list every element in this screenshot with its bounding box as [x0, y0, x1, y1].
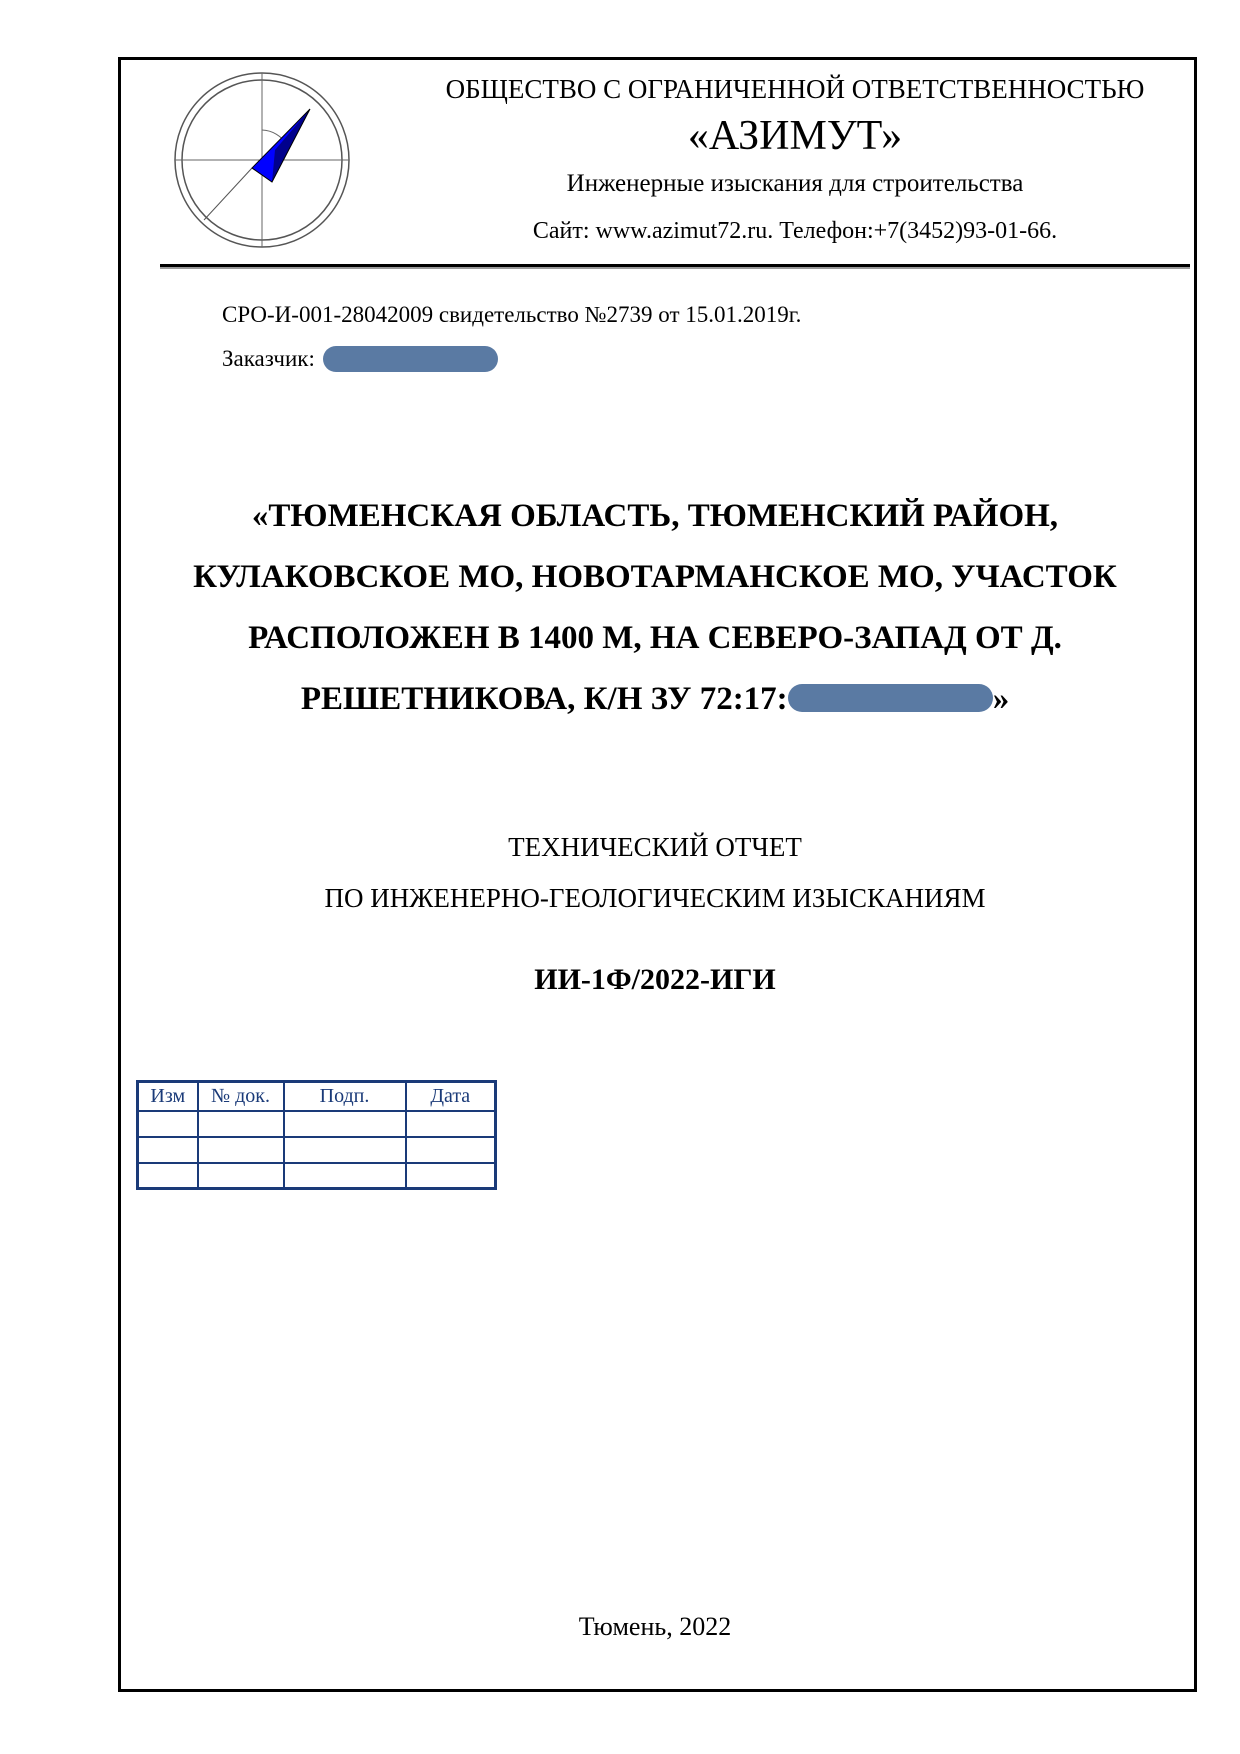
- object-title-line-2: КУЛАКОВСКОЕ МО, НОВОТАРМАНСКОЕ МО, УЧАСТОК: [193, 559, 1117, 595]
- customer-line: [222, 346, 498, 374]
- company-name-short: «АЗИМУТ»: [687, 113, 903, 159]
- customer-redaction: [323, 346, 498, 372]
- revision-header-podp: Подп.: [284, 1082, 406, 1111]
- table-row: [138, 1163, 496, 1189]
- table-row: [138, 1137, 496, 1163]
- table-cell: [284, 1137, 406, 1163]
- report-type-line-1: ТЕХНИЧЕСКИЙ ОТЧЕТ: [508, 832, 802, 862]
- table-cell: [406, 1163, 496, 1189]
- sro-certificate: СРО-И-001-28042009 свидетельство №2739 от 15.01.2019г.: [222, 302, 802, 327]
- table-cell: [406, 1137, 496, 1163]
- revision-header-izm: Изм: [138, 1082, 198, 1111]
- table-row: [138, 1111, 496, 1137]
- revision-header-data: Дата: [406, 1082, 496, 1111]
- company-activity: Инженерные изыскания для строительства: [566, 170, 1024, 197]
- object-title-line-4: [150, 669, 1160, 730]
- revision-table: [136, 1080, 497, 1190]
- table-cell: [284, 1111, 406, 1137]
- table-cell: [138, 1137, 198, 1163]
- table-cell: [284, 1163, 406, 1189]
- object-title-line-4-start: РЕШЕТНИКОВА, К/Н ЗУ 72:17:: [300, 681, 788, 717]
- cadastral-number-redaction: [788, 684, 993, 712]
- table-cell: [198, 1163, 284, 1189]
- compass-logo-icon: [172, 70, 352, 250]
- city-year: Тюмень, 2022: [578, 1612, 732, 1641]
- object-title-line-4-end: »: [992, 681, 1010, 717]
- customer-label: Заказчик:: [222, 346, 315, 371]
- table-cell: [198, 1137, 284, 1163]
- object-title-line-1: «ТЮМЕНСКАЯ ОБЛАСТЬ, ТЮМЕНСКИЙ РАЙОН,: [251, 498, 1059, 534]
- object-title-line-3: РАСПОЛОЖЕН В 1400 М, НА СЕВЕРО-ЗАПАД ОТ Д.: [248, 620, 1062, 656]
- table-cell: [198, 1111, 284, 1137]
- company-contacts: Сайт: www.azimut72.ru. Телефон:+7(3452)93-01-66.: [532, 218, 1058, 244]
- revision-header-doc: № док.: [198, 1082, 284, 1111]
- company-name-full: ОБЩЕСТВО С ОГРАНИЧЕННОЙ ОТВЕТСТВЕННОСТЬЮ: [445, 74, 1145, 104]
- object-title: [150, 486, 1160, 730]
- table-cell: [138, 1163, 198, 1189]
- table-cell: [138, 1111, 198, 1137]
- table-cell: [406, 1111, 496, 1137]
- revision-table-header-row: [138, 1082, 496, 1111]
- header-divider: [160, 264, 1190, 267]
- report-type-line-2: ПО ИНЖЕНЕРНО-ГЕОЛОГИЧЕСКИМ ИЗЫСКАНИЯМ: [324, 883, 986, 913]
- document-code: ИИ-1Ф/2022-ИГИ: [534, 963, 776, 996]
